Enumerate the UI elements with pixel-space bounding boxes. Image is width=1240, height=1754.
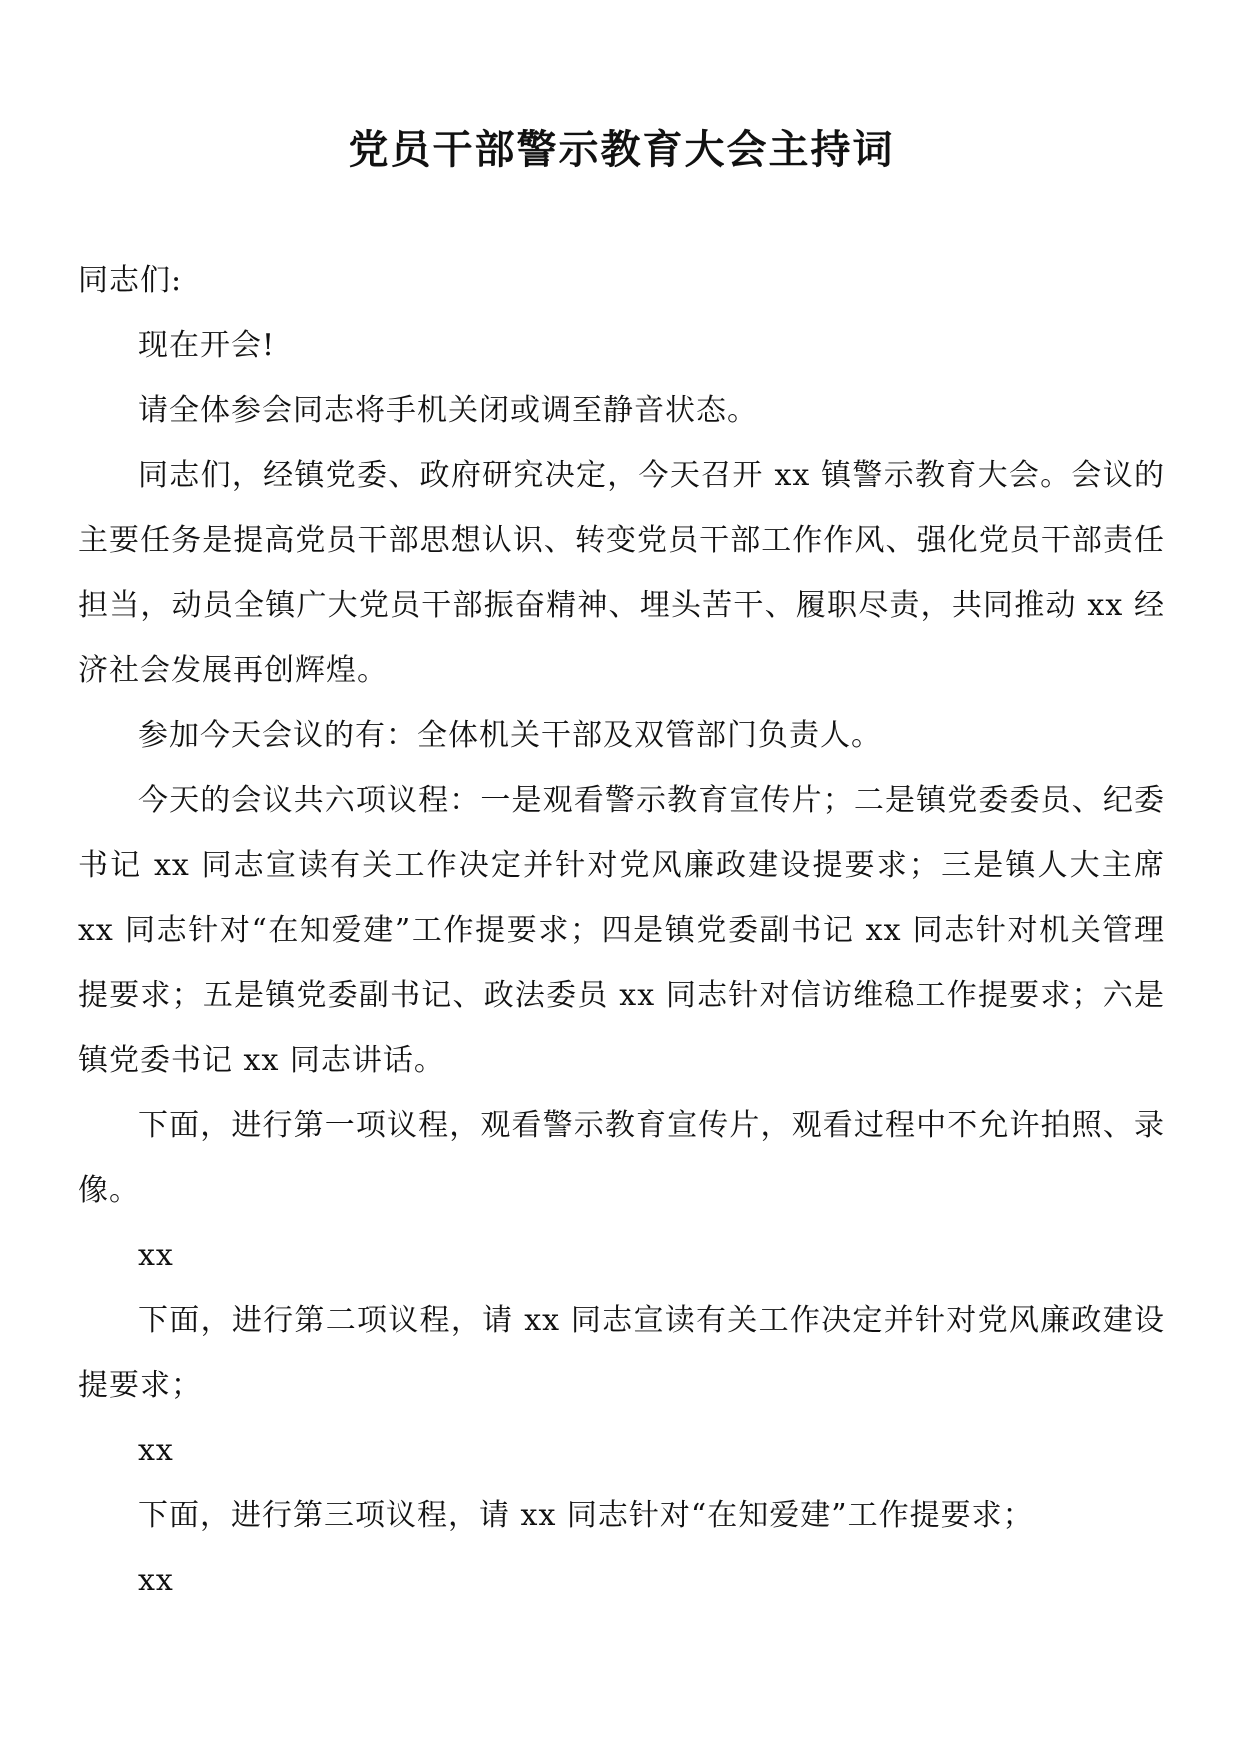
paragraph-placeholder-3: xx	[138, 1563, 174, 1598]
paragraph-opening: 现在开会!	[138, 328, 276, 363]
paragraph-attendees: 参加今天会议的有：全体机关干部及双管部门负责人。	[138, 718, 882, 753]
paragraph-phone-notice: 请全体参会同志将手机关闭或调至静音状态。	[138, 393, 758, 428]
paragraph-salutation: 同志们:	[78, 263, 183, 298]
paragraph-agenda-item-3: 下面，进行第三项议程，请 xx 同志针对“在知爱建”工作提要求；	[138, 1498, 1034, 1533]
paragraph-agenda: 今天的会议共六项议程：一是观看警示教育宣传片；二是镇党委委员、纪委书记 xx 同志宣读有关工作决定并针对党风廉政建设提要求；三是镇人大主席 xx 同志针对“在知爱建”工作提要求；四是镇党委副书记 xx 同志针对机关管理提要求；五是镇党委副书记、政法委员 xx 同志针对信访维稳工作提要求；六是镇党委书记 xx 同志讲话。	[78, 783, 1165, 1078]
paragraph-placeholder-2: xx	[138, 1433, 174, 1468]
document-body	[78, 248, 1165, 1613]
paragraph-placeholder-1: xx	[138, 1238, 174, 1273]
paragraph-agenda-item-2: 下面，进行第二项议程，请 xx 同志宣读有关工作决定并针对党风廉政建设提要求；	[78, 1303, 1165, 1403]
document-title: 党员干部警示教育大会主持词	[348, 126, 895, 173]
paragraph-agenda-item-1: 下面，进行第一项议程，观看警示教育宣传片，观看过程中不允许拍照、录像。	[78, 1108, 1165, 1208]
paragraph-meeting-purpose: 同志们，经镇党委、政府研究决定，今天召开 xx 镇警示教育大会。会议的主要任务是提高党员干部思想认识、转变党员干部工作作风、强化党员干部责任担当，动员全镇广大党员干部振奋精神、埋头苦干、履职尽责，共同推动 xx 经济社会发展再创辉煌。	[78, 458, 1165, 688]
